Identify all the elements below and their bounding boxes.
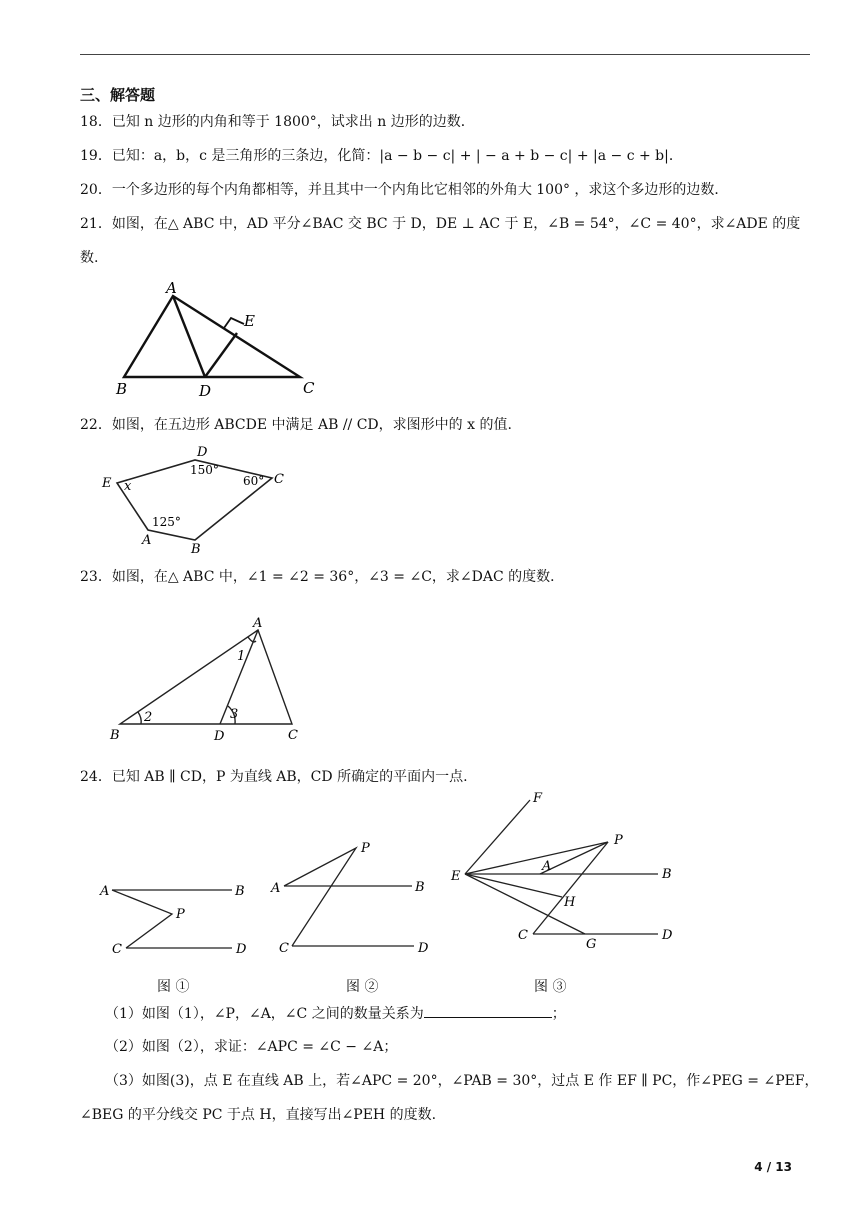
q22-angle-d: 150° xyxy=(190,463,219,477)
q24-part1-end: ； xyxy=(551,1006,566,1022)
q24-part1-text: （1）如图（1），∠P，∠A，∠C 之间的数量关系为 xyxy=(105,1006,424,1022)
q22-label-a: A xyxy=(142,533,152,548)
fig3-label-e: E xyxy=(451,869,461,884)
q23-label-2: 2 xyxy=(144,710,153,725)
q21-label-b: B xyxy=(116,380,128,398)
q22-label-e: E xyxy=(102,476,112,491)
fig3-label-c: C xyxy=(518,928,528,943)
q23-label-1: 1 xyxy=(237,649,246,664)
q21-label-d: D xyxy=(199,382,212,400)
fig2-label-c: C xyxy=(279,941,289,956)
q22-label-c: C xyxy=(274,472,284,487)
q21-label-a: A xyxy=(166,279,177,297)
fig3-label-b: B xyxy=(662,867,672,882)
page-number: 4 / 13 xyxy=(754,1160,792,1174)
fig2-caption: 图 ② xyxy=(346,979,379,995)
q23-label-c: C xyxy=(288,728,298,743)
fig3-caption: 图 ③ xyxy=(534,979,567,995)
question-18: 18．已知 n 边形的内角和等于 1800°，试求出 n 边形的边数． xyxy=(80,114,475,130)
fig3-label-d: D xyxy=(662,928,673,943)
question-24: 24．已知 AB ∥ CD，P 为直线 AB，CD 所确定的平面内一点. xyxy=(80,769,468,785)
q24-part3-line1: （3）如图(3)，点 E 在直线 AB 上，若∠APC = 20°，∠PAB = 30°，过点 E 作 EF ∥ PC，作∠PEG = ∠PEF， xyxy=(105,1073,819,1089)
fig3-label-h: H xyxy=(564,895,576,910)
q23-label-3: 3 xyxy=(230,707,239,722)
fig2-label-a: A xyxy=(271,881,281,896)
fig1-label-c: C xyxy=(112,942,122,957)
q24-part1 xyxy=(105,1003,566,1024)
question-19: 19．已知：a，b，c 是三角形的三条边，化简：|a − b − c| + | − a + b − c| + |a − c + b|． xyxy=(80,148,683,164)
question-20: 20．一个多边形的每个内角都相等，并且其中一个内角比它相邻的外角大 100° ，求这个多边形的边数． xyxy=(80,182,729,198)
fig3-label-f: F xyxy=(533,791,543,806)
fig1-label-d: D xyxy=(236,942,247,957)
fig2-label-b: B xyxy=(415,880,425,895)
fig3-label-p: P xyxy=(614,833,623,848)
q21-label-c: C xyxy=(303,379,315,397)
question-22: 22．如图，在五边形 ABCDE 中满足 AB // CD，求图形中的 x 的值. xyxy=(80,417,512,433)
question-21-line2: 数. xyxy=(80,250,99,266)
q22-label-b: B xyxy=(191,542,201,557)
q22-angle-c: 60° xyxy=(243,474,265,488)
q22-label-x: x xyxy=(124,479,132,494)
fig1-label-b: B xyxy=(235,884,245,899)
q23-label-d: D xyxy=(214,729,225,744)
q22-label-d: D xyxy=(197,445,208,460)
answer-blank xyxy=(424,1003,552,1018)
fig2-label-p: P xyxy=(361,841,370,856)
section-title: 三、解答题 xyxy=(80,86,156,104)
fig1-caption: 图 ① xyxy=(157,979,190,995)
q23-label-b: B xyxy=(110,728,120,743)
question-23: 23．如图，在△ ABC 中，∠1 = ∠2 = 36°，∠3 = ∠C，求∠DAC 的度数． xyxy=(80,569,565,585)
fig1-label-a: A xyxy=(100,884,110,899)
q22-angle-a: 125° xyxy=(152,515,181,529)
fig3-label-g: G xyxy=(586,937,597,952)
fig3-label-a: A xyxy=(542,859,552,874)
q24-part2: （2）如图（2），求证：∠APC = ∠C − ∠A； xyxy=(105,1039,398,1055)
q23-label-a: A xyxy=(253,616,263,631)
fig2-label-d: D xyxy=(418,941,429,956)
question-21-line1: 21．如图，在△ ABC 中，AD 平分∠BAC 交 BC 于 D，DE ⊥ AC 于 E，∠B = 54°，∠C = 40°，求∠ADE 的度 xyxy=(80,216,801,232)
fig1-label-p: P xyxy=(176,907,185,922)
q21-label-e: E xyxy=(244,312,255,330)
q24-part3-line2: ∠BEG 的平分线交 PC 于点 H，直接写出∠PEH 的度数. xyxy=(80,1107,437,1123)
